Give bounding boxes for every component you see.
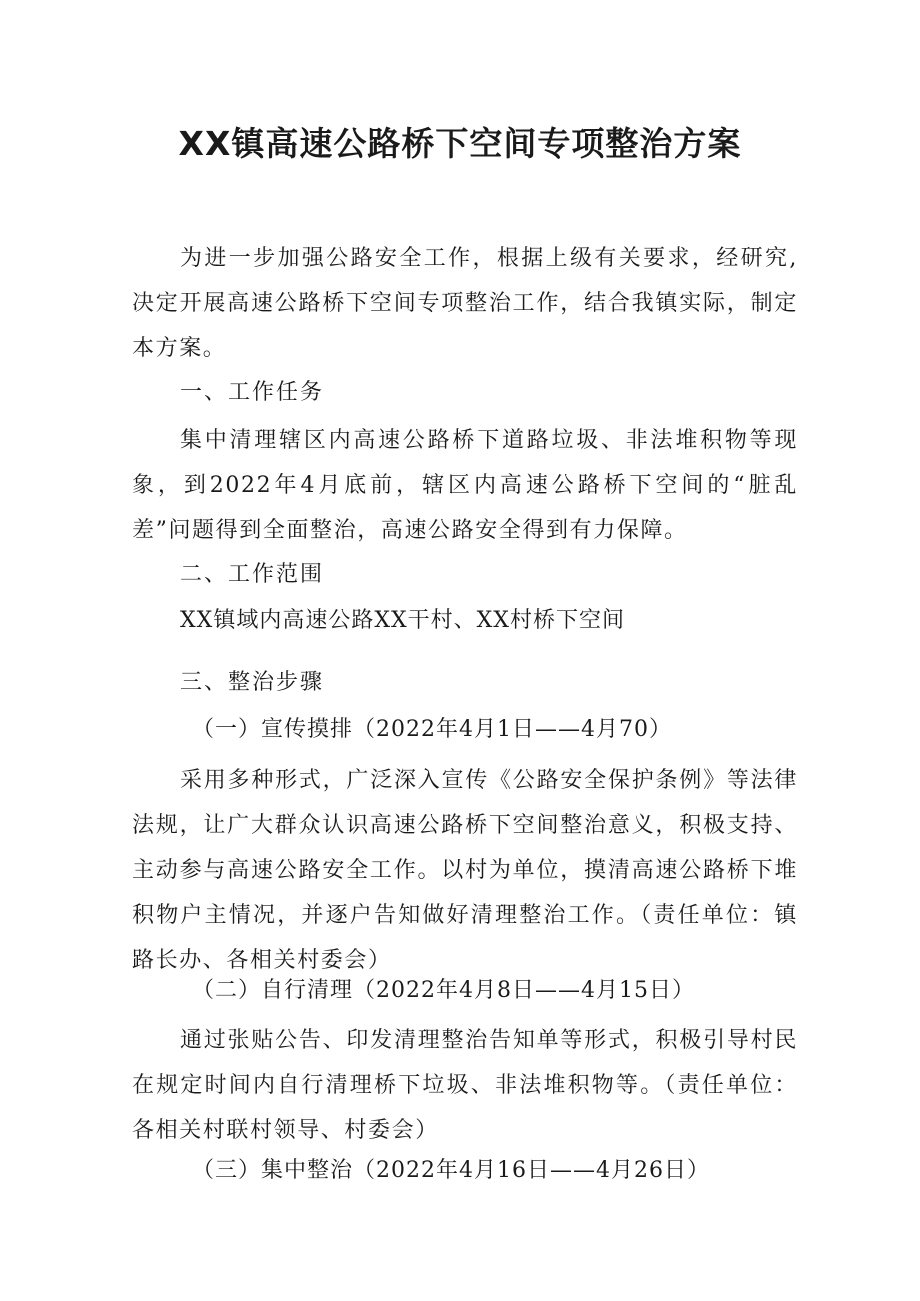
intro-paragraph: 为进一步加强公路安全工作，根据上级有关要求，经研究,决定开展高速公路桥下空间专项整治工作，结合我镇实际，制定本方案。	[132, 246, 798, 361]
document-title: XX镇高速公路桥下空间专项整治方案	[178, 124, 742, 163]
section1-heading: 一、工作任务	[180, 380, 325, 405]
step2-body: 通过张贴公告、印发清理整治告知单等形式，积极引导村民在规定时间内自行清理桥下垃圾、非法堆积物等。（责任单位：各相关村联村领导、村委会）	[132, 1028, 798, 1143]
step2-heading: （二）自行清理（2022年4月8日——4月15日）	[192, 978, 695, 1003]
section3-heading: 三、整治步骤	[180, 670, 325, 695]
step1-heading: （一）宣传摸排（2022年4月1日——4月70）	[192, 717, 672, 742]
section2-body: XX镇域内高速公路XX干村、XX村桥下空间	[180, 608, 625, 633]
step1-body: 采用多种形式，广泛深入宣传《公路安全保护条例》等法律法规，让广大群众认识高速公路桥下空间整治意义，积极支持、主动参与高速公路安全工作。以村为单位，摸清高速公路桥下堆积物户主情况，并逐户告知做好清理整治工作。（责任单位：镇路长办、各相关村委会）	[132, 768, 798, 973]
section2-heading: 二、工作范围	[180, 562, 325, 587]
section1-body: 集中清理辖区内高速公路桥下道路垃圾、非法堆积物等现象，到2022年4月底前，辖区内高速公路桥下空间的“脏乱差”问题得到全面整治，高速公路安全得到有力保障。	[132, 428, 798, 543]
step3-heading: （三）集中整治（2022年4月16日——4月26日）	[192, 1158, 710, 1183]
